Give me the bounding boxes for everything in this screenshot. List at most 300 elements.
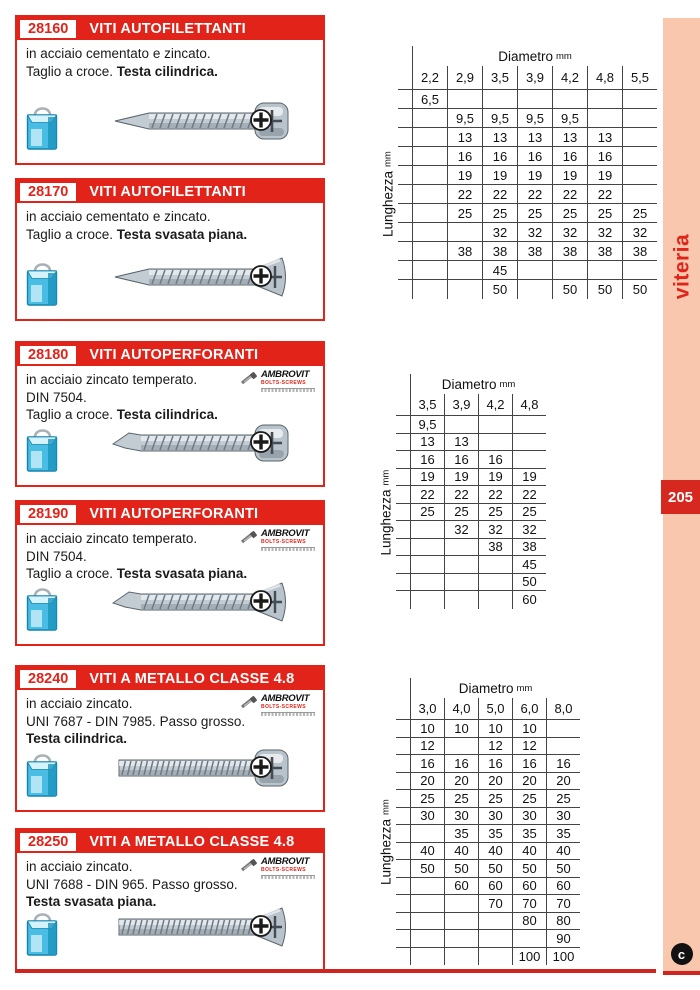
length-value-cell: 9,5	[552, 109, 587, 128]
length-value-cell: 40	[478, 843, 512, 861]
length-value-cell: 100	[546, 948, 580, 966]
length-value-cell: 20	[512, 773, 546, 791]
length-value-cell	[546, 720, 580, 738]
grid-stub	[398, 90, 412, 109]
length-value-cell: 9,5	[517, 109, 552, 128]
length-value-cell: 25	[478, 790, 512, 808]
length-value-cell: 20	[410, 773, 444, 791]
length-value-cell: 40	[512, 843, 546, 861]
page-number-badge: 205	[661, 480, 700, 514]
length-value-cell: 19	[482, 166, 517, 185]
length-value-cell	[587, 90, 622, 109]
length-value-cell	[478, 416, 512, 434]
product-code: 28190	[20, 505, 76, 523]
phillips-drive-icon	[249, 755, 273, 784]
length-value-cell: 32	[517, 223, 552, 242]
length-value-cell	[410, 539, 444, 557]
package-icon	[24, 260, 60, 313]
product-header	[17, 17, 323, 40]
description-line	[26, 63, 314, 81]
description-line	[26, 45, 314, 63]
grid-stub	[396, 825, 410, 843]
length-value-cell: 22	[478, 486, 512, 504]
length-value-cell: 25	[512, 790, 546, 808]
diameter-unit-text: mm	[555, 50, 572, 62]
length-value-cell: 19	[587, 166, 622, 185]
length-value-cell	[622, 90, 657, 109]
grid-stub	[396, 539, 410, 557]
length-value-cell: 13	[552, 128, 587, 147]
length-value-cell: 25	[512, 504, 546, 522]
length-value-cell: 19	[512, 469, 546, 487]
length-value-cell: 35	[444, 825, 478, 843]
length-value-cell: 25	[444, 504, 478, 522]
length-value-cell	[410, 895, 444, 913]
grid-stub	[398, 66, 412, 90]
brand-subtitle: BOLTS-SCREWS	[261, 379, 306, 386]
grid-stub	[396, 878, 410, 896]
product-code: 28180	[20, 346, 76, 364]
product-header	[17, 502, 323, 525]
diameter-column-header: 5,5	[622, 66, 657, 90]
diameter-column-header: 4,8	[512, 394, 546, 416]
length-value-cell: 30	[444, 808, 478, 826]
phillips-drive-icon	[249, 914, 273, 943]
length-value-cell: 30	[410, 808, 444, 826]
length-value-cell	[444, 416, 478, 434]
product-card-28250	[15, 828, 325, 971]
dimensions-table	[376, 374, 546, 609]
length-value-cell: 70	[546, 895, 580, 913]
length-value-cell	[410, 913, 444, 931]
length-value-cell	[444, 738, 478, 756]
length-value-cell: 30	[478, 808, 512, 826]
dimensions-table	[378, 46, 657, 299]
length-value-cell: 32	[478, 521, 512, 539]
table-grid	[396, 678, 580, 965]
grid-stub	[396, 394, 410, 416]
diameter-unit-text: mm	[499, 378, 516, 390]
product-header	[17, 667, 323, 690]
length-value-cell: 10	[444, 720, 478, 738]
length-value-cell: 60	[478, 878, 512, 896]
brand-screw-icon	[240, 857, 258, 873]
length-value-cell	[412, 204, 447, 223]
package-icon	[24, 585, 60, 638]
description-text: in acciaio zincato.	[26, 696, 133, 711]
product-card-28170	[15, 178, 325, 321]
length-value-cell: 25	[546, 790, 580, 808]
length-value-cell	[546, 738, 580, 756]
length-value-cell: 9,5	[447, 109, 482, 128]
length-value-cell	[622, 185, 657, 204]
length-value-cell	[412, 147, 447, 166]
grid-stub	[398, 204, 412, 223]
grid-stub	[398, 242, 412, 261]
length-value-cell	[512, 451, 546, 469]
length-value-cell: 25	[587, 204, 622, 223]
brand-tagline-rule	[261, 712, 315, 716]
brand-name: AMBROVIT	[261, 369, 310, 380]
length-value-cell	[410, 521, 444, 539]
length-value-cell: 12	[512, 738, 546, 756]
grid-stub	[396, 755, 410, 773]
product-code: 28160	[20, 20, 76, 38]
diameter-unit-text: mm	[516, 682, 533, 694]
phillips-drive-icon	[249, 430, 273, 459]
length-value-cell: 80	[546, 913, 580, 931]
brand-screw-icon	[240, 694, 258, 710]
grid-stub	[396, 698, 410, 720]
description-text: in acciaio zincato temperato.	[26, 531, 198, 546]
grid-stub	[398, 261, 412, 280]
brand-logo	[240, 370, 316, 392]
length-value-cell: 16	[447, 147, 482, 166]
length-value-cell	[410, 825, 444, 843]
length-value-cell	[447, 261, 482, 280]
length-value-cell: 30	[546, 808, 580, 826]
screw-photo-csk-drill	[105, 576, 310, 633]
length-value-cell: 22	[517, 185, 552, 204]
length-value-cell: 38	[512, 539, 546, 557]
diameter-column-header: 3,5	[482, 66, 517, 90]
description-bold-text: Testa cilindrica.	[116, 63, 218, 79]
description-text: UNI 7687 - DIN 7985. Passo grosso.	[26, 713, 246, 729]
length-value-cell: 60	[546, 878, 580, 896]
diameter-column-header: 4,2	[552, 66, 587, 90]
package-icon	[24, 910, 60, 963]
length-value-cell: 80	[512, 913, 546, 931]
length-axis-label	[376, 720, 396, 965]
diameter-column-header: 5,0	[478, 698, 512, 720]
length-value-cell: 45	[512, 556, 546, 574]
length-value-cell: 50	[482, 280, 517, 299]
length-value-cell	[517, 280, 552, 299]
product-title: VITI AUTOFILETTANTI	[89, 20, 246, 37]
phillips-drive-icon	[249, 589, 273, 618]
length-value-cell: 16	[478, 755, 512, 773]
table-grid	[398, 46, 657, 299]
length-value-cell	[447, 90, 482, 109]
length-value-cell	[410, 556, 444, 574]
grid-stub	[396, 930, 410, 948]
length-value-cell: 19	[517, 166, 552, 185]
length-value-cell	[412, 242, 447, 261]
length-value-cell: 35	[512, 825, 546, 843]
grid-stub	[398, 147, 412, 166]
product-code: 28240	[20, 670, 76, 688]
length-value-cell: 16	[512, 755, 546, 773]
length-value-cell: 13	[482, 128, 517, 147]
length-value-cell	[517, 90, 552, 109]
description-text: DIN 7504.	[26, 389, 87, 405]
grid-stub	[396, 678, 410, 698]
length-value-cell: 50	[512, 860, 546, 878]
diameter-label-text: Diametro	[498, 48, 553, 64]
diameter-column-header: 8,0	[546, 698, 580, 720]
brand-name: AMBROVIT	[261, 528, 310, 539]
table-grid	[396, 374, 546, 609]
diameter-axis-label	[410, 374, 546, 394]
length-value-cell: 100	[512, 948, 546, 966]
length-value-cell: 20	[478, 773, 512, 791]
screw-photo-pan-drill	[105, 417, 310, 474]
length-value-cell	[412, 166, 447, 185]
length-value-cell	[412, 128, 447, 147]
grid-stub	[396, 504, 410, 522]
length-value-cell	[444, 948, 478, 966]
brand-logo	[240, 857, 316, 879]
length-value-cell	[410, 591, 444, 609]
description-text: in acciaio zincato temperato.	[26, 372, 198, 387]
length-value-cell	[622, 261, 657, 280]
length-value-cell	[412, 109, 447, 128]
length-value-cell: 38	[587, 242, 622, 261]
length-value-cell	[410, 930, 444, 948]
diameter-column-header: 3,0	[410, 698, 444, 720]
length-value-cell	[622, 166, 657, 185]
diameter-column-header: 6,0	[512, 698, 546, 720]
product-title: VITI AUTOFILETTANTI	[89, 183, 246, 200]
diameter-column-header: 2,2	[412, 66, 447, 90]
description-text: Taglio a croce.	[26, 566, 117, 582]
brand-name: AMBROVIT	[261, 693, 310, 704]
length-value-cell: 22	[512, 486, 546, 504]
description-line	[26, 208, 314, 226]
brand-subtitle: BOLTS-SCREWS	[261, 866, 306, 873]
length-value-cell: 25	[482, 204, 517, 223]
length-value-cell: 16	[444, 451, 478, 469]
package-icon	[24, 104, 60, 157]
length-value-cell: 19	[478, 469, 512, 487]
length-value-cell	[412, 280, 447, 299]
diameter-column-header: 4,8	[587, 66, 622, 90]
grid-stub	[396, 451, 410, 469]
description-bold-text: Testa svasata piana.	[116, 226, 248, 242]
description-bold-text: Testa cilindrica.	[26, 731, 128, 747]
length-unit-text: mm	[380, 469, 392, 486]
length-value-cell: 50	[478, 860, 512, 878]
grid-stub	[396, 469, 410, 487]
length-value-cell	[622, 147, 657, 166]
length-value-cell: 32	[512, 521, 546, 539]
description-text: UNI 7688 - DIN 965. Passo grosso.	[26, 876, 238, 892]
description-text: in acciaio cementato e zincato.	[26, 209, 211, 224]
grid-stub	[398, 128, 412, 147]
grid-stub	[396, 486, 410, 504]
description-text: Taglio a croce.	[26, 226, 117, 242]
length-value-cell: 32	[552, 223, 587, 242]
length-value-cell: 50	[552, 280, 587, 299]
length-value-cell: 25	[410, 504, 444, 522]
length-value-cell: 40	[444, 843, 478, 861]
description-bold-text: Testa cilindrica.	[116, 407, 218, 423]
length-value-cell	[412, 185, 447, 204]
grid-stub	[396, 790, 410, 808]
diameter-column-header: 3,9	[444, 394, 478, 416]
product-card-28240	[15, 665, 325, 812]
product-description	[17, 40, 323, 80]
diameter-label-text: Diametro	[458, 680, 514, 696]
length-value-cell	[587, 261, 622, 280]
length-value-cell: 12	[478, 738, 512, 756]
product-header	[17, 830, 323, 853]
product-title: VITI A METALLO CLASSE 4.8	[89, 833, 295, 850]
length-value-cell: 16	[546, 755, 580, 773]
length-value-cell: 16	[410, 451, 444, 469]
product-card-28190	[15, 500, 325, 646]
product-card-28180	[15, 341, 325, 487]
length-value-cell: 10	[512, 720, 546, 738]
length-value-cell: 10	[410, 720, 444, 738]
length-value-cell: 9,5	[482, 109, 517, 128]
length-value-cell: 38	[447, 242, 482, 261]
length-value-cell: 50	[410, 860, 444, 878]
length-value-cell	[478, 930, 512, 948]
length-value-cell: 19	[444, 469, 478, 487]
length-unit-text: mm	[382, 151, 394, 168]
length-label-text: Lunghezza	[378, 819, 394, 886]
length-value-cell: 13	[587, 128, 622, 147]
length-value-cell: 60	[512, 878, 546, 896]
length-value-cell	[447, 223, 482, 242]
description-text: in acciaio zincato.	[26, 859, 133, 874]
brand-screw-icon	[240, 529, 258, 545]
diameter-axis-label	[410, 678, 580, 698]
sidebar-category-label: viteria	[670, 233, 693, 300]
grid-stub	[396, 434, 410, 452]
length-value-cell: 19	[447, 166, 482, 185]
length-value-cell: 25	[478, 504, 512, 522]
length-axis-label	[376, 416, 396, 609]
length-value-cell	[587, 109, 622, 128]
length-value-cell	[478, 556, 512, 574]
length-value-cell: 16	[410, 755, 444, 773]
length-value-cell	[412, 261, 447, 280]
length-value-cell	[447, 280, 482, 299]
diameter-column-header: 3,9	[517, 66, 552, 90]
length-value-cell	[444, 895, 478, 913]
length-value-cell: 25	[444, 790, 478, 808]
description-text: Taglio a croce.	[26, 407, 117, 423]
length-value-cell: 22	[444, 486, 478, 504]
brand-tagline-rule	[261, 875, 315, 879]
length-value-cell: 35	[478, 825, 512, 843]
length-value-cell: 9,5	[410, 416, 444, 434]
diameter-column-header: 4,0	[444, 698, 478, 720]
grid-stub	[396, 374, 410, 394]
length-value-cell	[412, 223, 447, 242]
brand-screw-icon	[240, 370, 258, 386]
grid-stub	[396, 556, 410, 574]
length-value-cell: 25	[410, 790, 444, 808]
product-code: 28170	[20, 183, 76, 201]
length-value-cell	[444, 930, 478, 948]
length-unit-text: mm	[380, 799, 392, 816]
grid-stub	[398, 46, 412, 66]
description-line	[26, 226, 314, 244]
length-value-cell: 38	[552, 242, 587, 261]
length-value-cell	[622, 109, 657, 128]
brand-tagline-rule	[261, 547, 315, 551]
length-value-cell: 35	[546, 825, 580, 843]
grid-stub	[396, 416, 410, 434]
length-value-cell: 40	[410, 843, 444, 861]
length-value-cell	[410, 948, 444, 966]
length-value-cell	[444, 913, 478, 931]
length-value-cell: 16	[478, 451, 512, 469]
brand-tagline-rule	[261, 388, 315, 392]
grid-stub	[396, 738, 410, 756]
length-value-cell: 25	[552, 204, 587, 223]
length-value-cell: 60	[512, 591, 546, 609]
phillips-drive-icon	[249, 264, 273, 293]
length-value-cell	[622, 128, 657, 147]
length-value-cell	[478, 913, 512, 931]
brand-name: AMBROVIT	[261, 856, 310, 867]
grid-stub	[398, 280, 412, 299]
grid-stub	[396, 574, 410, 592]
length-value-cell: 16	[444, 755, 478, 773]
screw-photo-pan-sharp	[105, 95, 310, 152]
length-value-cell	[478, 434, 512, 452]
length-label-text: Lunghezza	[380, 171, 396, 238]
length-value-cell: 6,5	[412, 90, 447, 109]
length-value-cell: 38	[482, 242, 517, 261]
length-label-text: Lunghezza	[378, 489, 394, 556]
length-value-cell	[478, 948, 512, 966]
length-value-cell: 13	[444, 434, 478, 452]
brand-logo	[240, 529, 316, 551]
grid-stub	[396, 521, 410, 539]
length-value-cell: 16	[552, 147, 587, 166]
copyright-mark-icon: c	[671, 943, 693, 965]
length-value-cell: 90	[546, 930, 580, 948]
length-value-cell: 12	[410, 738, 444, 756]
length-value-cell	[444, 539, 478, 557]
package-icon	[24, 426, 60, 479]
length-value-cell: 20	[546, 773, 580, 791]
grid-stub	[396, 948, 410, 966]
length-value-cell: 13	[447, 128, 482, 147]
grid-stub	[396, 720, 410, 738]
grid-stub	[396, 591, 410, 609]
length-value-cell: 22	[447, 185, 482, 204]
length-value-cell: 30	[512, 808, 546, 826]
length-value-cell	[482, 90, 517, 109]
length-value-cell	[410, 878, 444, 896]
length-value-cell: 16	[482, 147, 517, 166]
product-title: VITI A METALLO CLASSE 4.8	[89, 670, 295, 687]
length-value-cell: 50	[587, 280, 622, 299]
grid-stub	[396, 843, 410, 861]
length-axis-label	[378, 90, 398, 299]
brand-logo	[240, 694, 316, 716]
diameter-axis-label	[412, 46, 657, 66]
length-value-cell: 50	[444, 860, 478, 878]
description-text: DIN 7504.	[26, 548, 87, 564]
length-value-cell: 16	[517, 147, 552, 166]
length-value-cell: 13	[410, 434, 444, 452]
length-value-cell	[512, 434, 546, 452]
grid-stub	[396, 895, 410, 913]
length-value-cell	[517, 261, 552, 280]
product-description	[17, 203, 323, 243]
length-value-cell	[444, 591, 478, 609]
length-value-cell: 20	[444, 773, 478, 791]
grid-stub	[398, 109, 412, 128]
length-value-cell	[552, 90, 587, 109]
